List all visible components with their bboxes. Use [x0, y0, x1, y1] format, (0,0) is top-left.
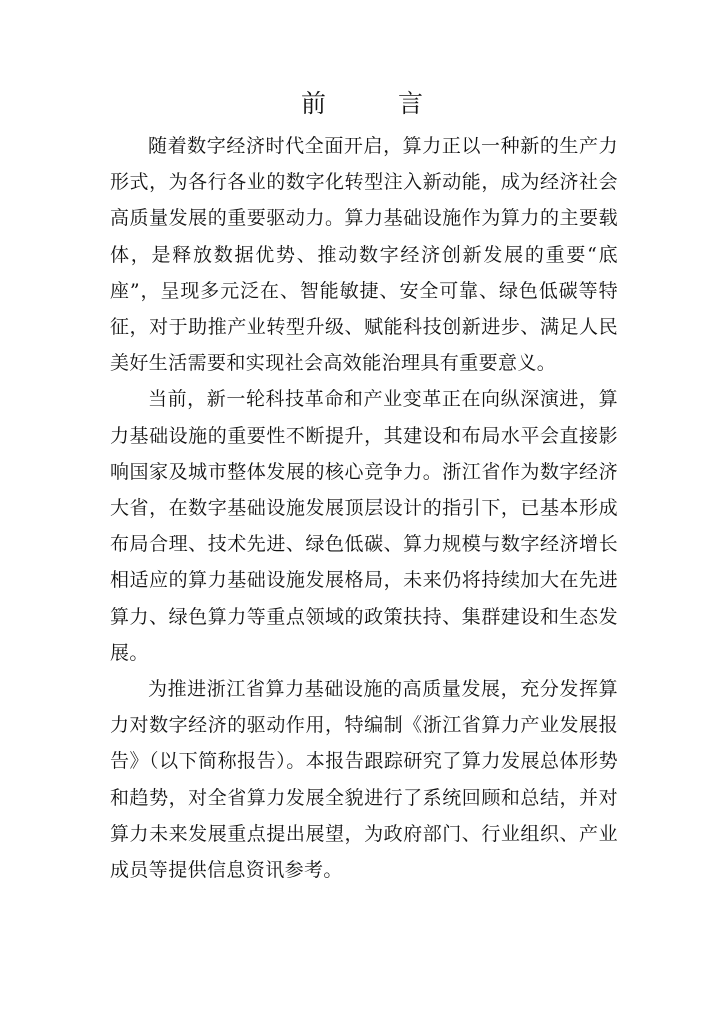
page-title: 前 言: [301, 89, 455, 118]
document-body: [110, 128, 618, 888]
paragraph-2: 当前，新一轮科技革命和产业变革正在向纵深演进，算力基础设施的重要性不断提升，其建设和布局水平会直接影响国家及城市整体发展的核心竞争力。浙江省作为数字经济大省，在数字基础设施发展顶层设计的指引下，已基本形成布局合理、技术先进、绿色低碳、算力规模与数字经济增长相适应的算力基础设施发展格局，未来仍将持续加大在先进算力、绿色算力等重点领域的政策扶持、集群建设和生态发展。: [110, 388, 618, 664]
paragraph-3: 为推进浙江省算力基础设施的高质量发展，充分发挥算力对数字经济的驱动作用，特编制《浙江省算力产业发展报告》（以下简称报告）。本报告跟踪研究了算力发展总体形势和趋势，对全省算力发展全貌进行了系统回顾和总结，并对算力未来发展重点提出展望，为政府部门、行业组织、产业成员等提供信息资讯参考。: [110, 678, 618, 882]
paragraph-1: 随着数字经济时代全面开启，算力正以一种新的生产力形式，为各行各业的数字化转型注入新动能，成为经济社会高质量发展的重要驱动力。算力基础设施作为算力的主要载体，是释放数据优势、推动数字经济创新发展的重要“底座”，呈现多元泛在、智能敏捷、安全可靠、绿色低碳等特征，对于助推产业转型升级、赋能科技创新进步、满足人民美好生活需要和实现社会高效能治理具有重要意义。: [110, 135, 618, 375]
